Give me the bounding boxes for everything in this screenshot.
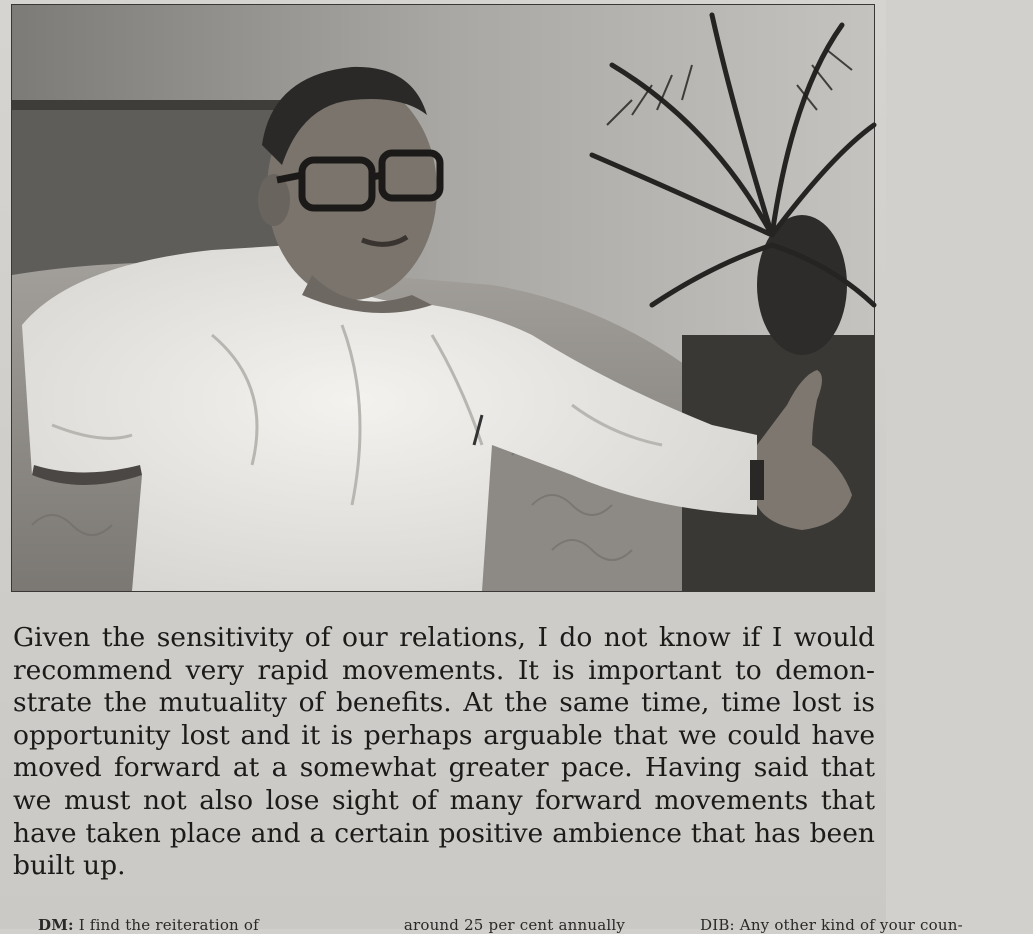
- article-photo: [11, 4, 875, 592]
- photo-illustration: [12, 5, 874, 591]
- cut-off-column-3: DIB: Any other kind of your coun-: [699, 916, 963, 934]
- speaker-label: DM:: [38, 916, 74, 934]
- cut-off-column-1-text: I find the reiteration of: [78, 916, 259, 934]
- cut-off-column-1: [38, 916, 329, 934]
- cut-off-text-line: [38, 916, 963, 934]
- quote-paragraph: Given the sensitivity of our relations, I do not know if I would recommend very rapid movements. It is important to demonstrate the mutuality of benefits. At the same time, time lost is opportunity lost and it is perhaps arguable that we could have moved forward at a somewhat greater pace. Having said that we must not also lose sight of many forward movements that have taken place and a certain positive ambience that has been built up.: [13, 622, 875, 882]
- cut-off-column-2: around 25 per cent annually: [403, 916, 626, 934]
